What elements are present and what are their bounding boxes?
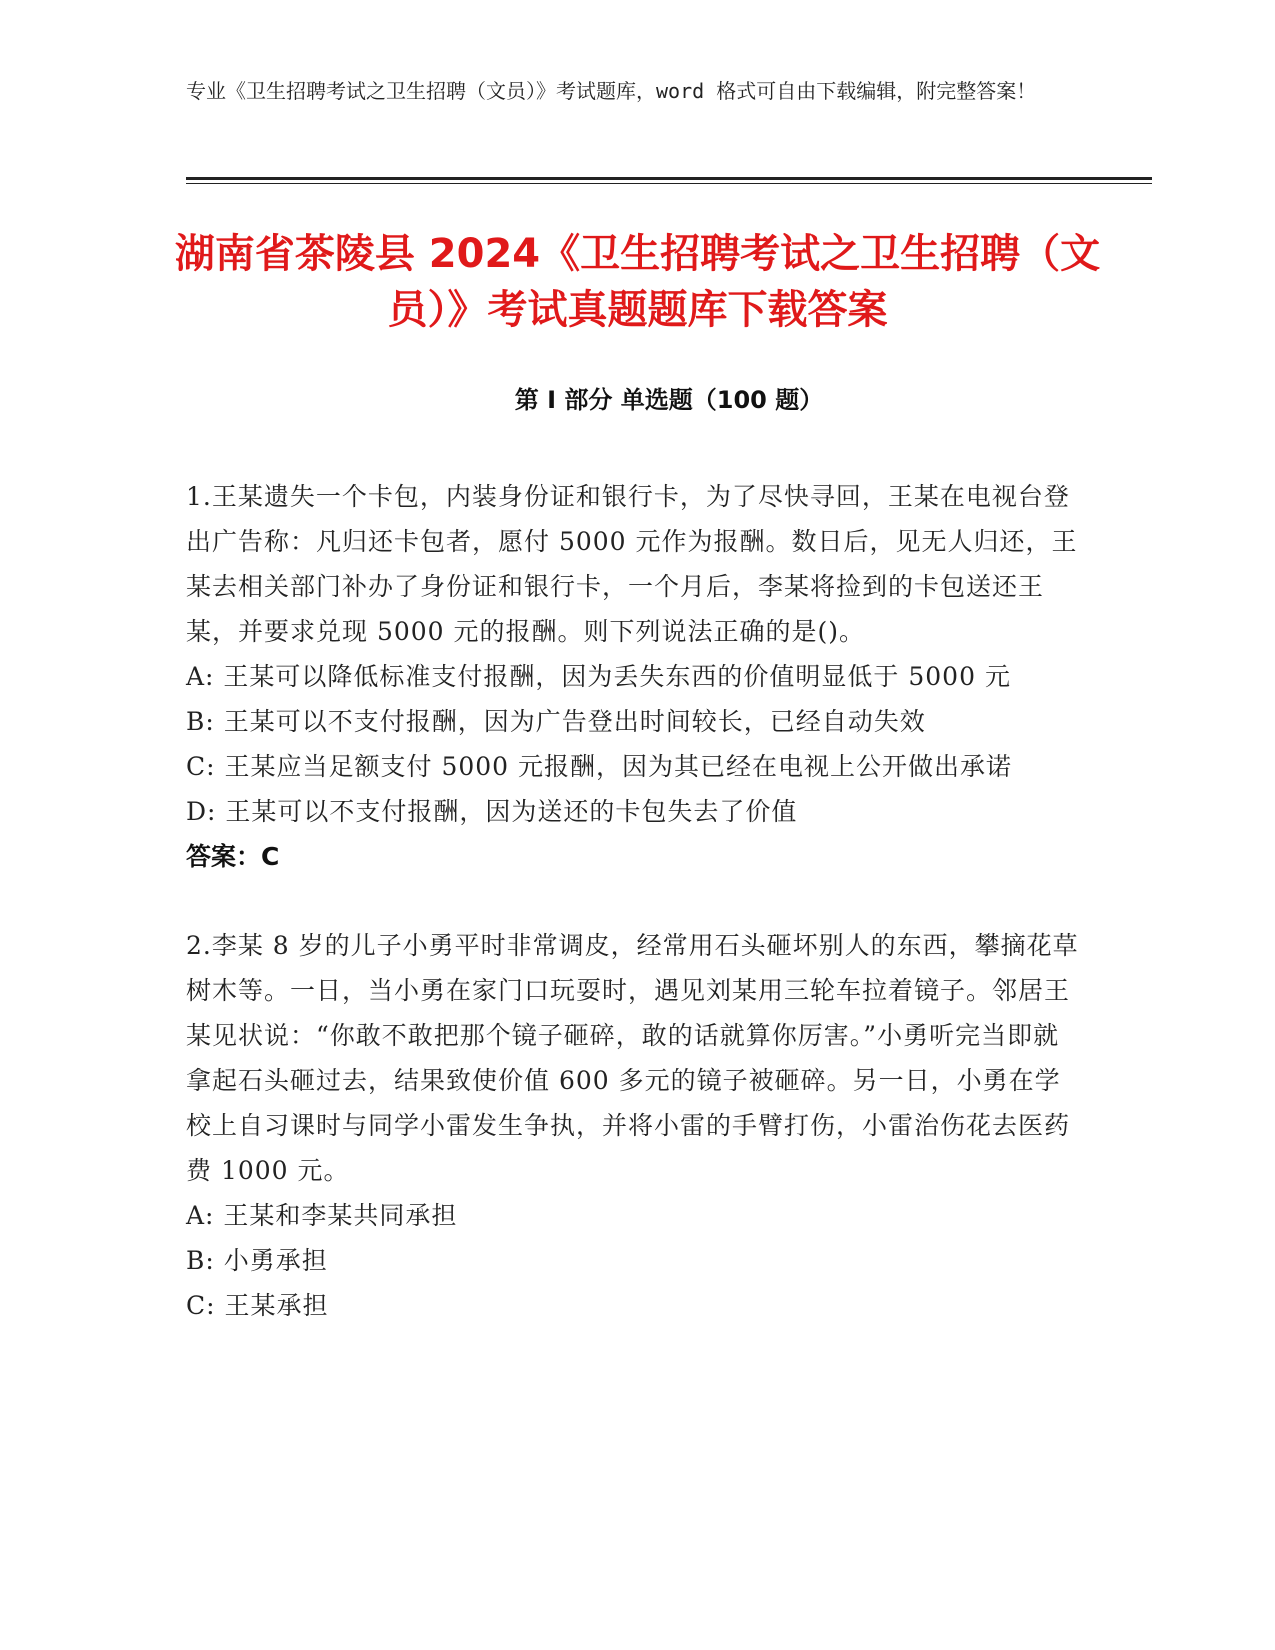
option-c: C: 王某承担 — [186, 1291, 329, 1320]
header-divider-thin — [186, 183, 1152, 184]
header-divider-thick — [186, 177, 1152, 180]
header-note: 专业《卫生招聘考试之卫生招聘（文员）》考试题库，word 格式可自由下载编辑，附完整答案！ — [186, 79, 1037, 103]
option-a: A: 王某可以降低标准支付报酬，因为丢失东西的价值明显低于 5000 元 — [186, 662, 1011, 691]
option-b: B: 王某可以不支付报酬，因为广告登出时间较长，已经自动失效 — [186, 707, 926, 736]
question-list — [186, 474, 1081, 1372]
section-title: 第 I 部分 单选题（100 题） — [514, 386, 824, 414]
option-a: A: 王某和李某共同承担 — [186, 1201, 458, 1230]
answer-text: 答案：C — [186, 842, 280, 871]
question-stem: 1.王某遗失一个卡包，内装身份证和银行卡，为了尽快寻回，王某在电视台登出广告称：凡归还卡包者，愿付 5000 元作为报酬。数日后，见无人归还，王某去相关部门补办了身份证和银行卡，一个月后，李某将捡到的卡包送还王某，并要求兑现 5000 元的报酬。则下列说法正确的是()。 — [186, 482, 1078, 646]
option-c: C: 王某应当足额支付 5000 元报酬，因为其已经在电视上公开做出承诺 — [186, 752, 1013, 781]
question-2 — [186, 923, 1081, 1328]
question-stem: 2.李某 8 岁的儿子小勇平时非常调皮，经常用石头砸坏别人的东西，攀摘花草树木等。一日，当小勇在家门口玩耍时，遇见刘某用三轮车拉着镜子。邻居王某见状说：“你敢不敢把那个镜子砸碎，敢的话就算你厉害。”小勇听完当即就拿起石头砸过去，结果致使价值 600 多元的镜子被砸碎。另一日，小勇在学校上自习课时与同学小雷发生争执，并将小雷的手臂打伤，小雷治伤花去医药费 1000 元。 — [186, 931, 1079, 1185]
option-b: B: 小勇承担 — [186, 1246, 328, 1275]
option-d: D: 王某可以不支付报酬，因为送还的卡包失去了价值 — [186, 797, 798, 826]
document-title: 湖南省茶陵县 2024《卫生招聘考试之卫生招聘（文员）》考试真题题库下载答案 — [174, 231, 1101, 333]
question-1 — [186, 474, 1081, 879]
